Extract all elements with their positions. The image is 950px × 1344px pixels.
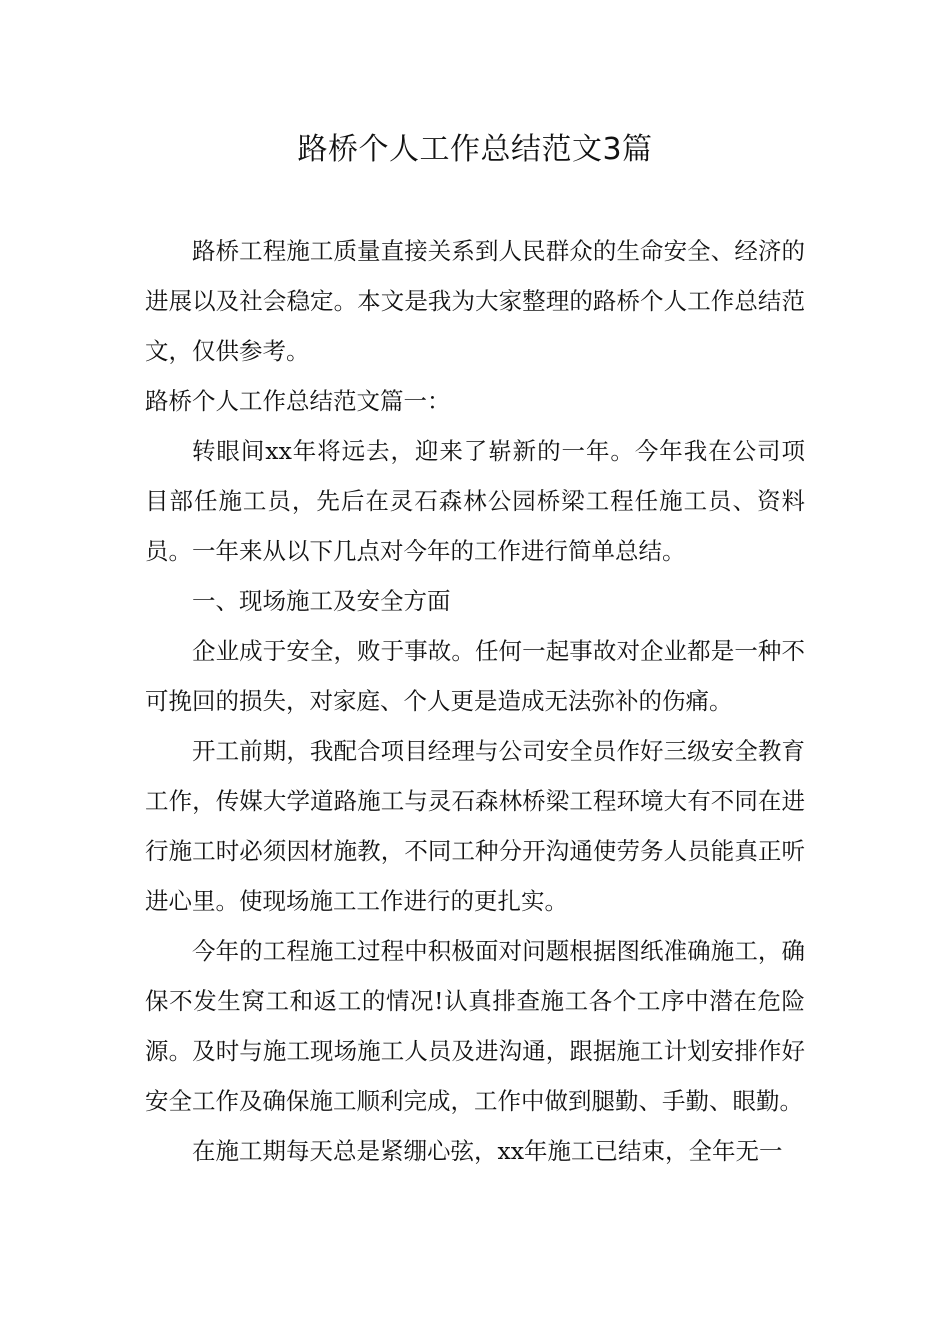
paragraph-overview: 转眼间xx年将远去，迎来了崭新的一年。今年我在公司项目部任施工员，先后在灵石森林公园桥梁工程任施工员、资料员。一年来从以下几点对今年的工作进行简单总结。 (145, 437, 805, 565)
paragraph-construction-period: 在施工期每天总是紧绷心弦，xx年施工已结束，全年无一 (192, 1137, 783, 1165)
paragraph-pre-construction: 开工前期，我配合项目经理与公司安全员作好三级安全教育工作，传媒大学道路施工与灵石森林桥梁工程环境大有不同在进行施工时必须因材施教，不同工种分开沟通使劳务人员能真正听进心里。使现场施工工作进行的更扎实。 (145, 737, 805, 915)
paragraph-intro: 路桥工程施工质量直接关系到人民群众的生命安全、经济的进展以及社会稳定。本文是我为大家整理的路桥个人工作总结范文，仅供参考。 (145, 237, 805, 365)
document-title: 路桥个人工作总结范文3篇 (297, 132, 653, 167)
subsection-heading-safety: 一、现场施工及安全方面 (192, 587, 451, 615)
section-heading-part-one: 路桥个人工作总结范文篇一： (145, 387, 451, 415)
document-body (145, 226, 805, 1176)
paragraph-construction-process: 今年的工程施工过程中积极面对问题根据图纸准确施工，确保不发生窝工和返工的情况!认真排查施工各个工序中潜在危险源。及时与施工现场施工人员及进沟通，跟据施工计划安排作好安全工作及确保施工顺利完成，工作中做到腿勤、手勤、眼勤。 (145, 937, 805, 1115)
paragraph-safety-importance: 企业成于安全，败于事故。任何一起事故对企业都是一种不可挽回的损失，对家庭、个人更是造成无法弥补的伤痛。 (145, 637, 805, 715)
